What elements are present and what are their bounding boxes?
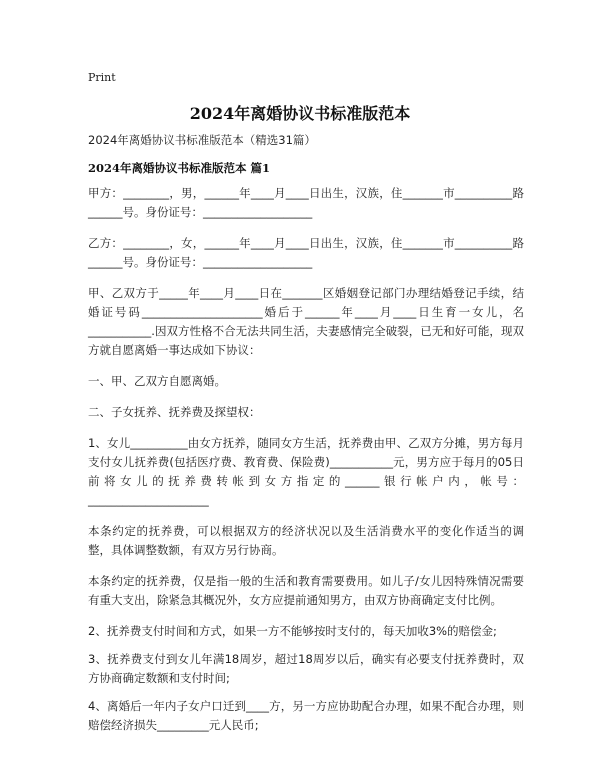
child-support-item-1: 1、女儿__________由女方抚养，随同女方生活，抚养费由甲、乙双方分摊，男方每月支付女儿抚养费(包括医疗费、教育费、保险费)___________元，男方应于每月的05日前将女儿的抚养费转帐到女方指定的______银行帐户内，帐号：_____________________ <box>88 436 524 507</box>
marriage-background-paragraph: 甲、乙双方于_____年____月____日在_______区婚姻登记部门办理结婚登记手续，结婚证号码_____________________婚后于______年____月____日生育一女儿，名___________.因双方性格不合无法共同生活，夫妻感情完全破裂，已无和好可能，现双方就自愿离婚一事达成如下协议： <box>88 286 524 357</box>
document-subtitle: 2024年离婚协议书标准版范本（精选31篇） <box>88 133 316 147</box>
support-adjustment-paragraph: 本条约定的抚养费，可以根据双方的经济状况以及生活消费水平的变化作适当的调整，具体调整数额，有双方另行协商。 <box>88 524 524 557</box>
party-b-paragraph: 乙方：________，女，______年____月____日出生，汉族，住_______市__________路______号。身份证号：___________________ <box>88 236 524 269</box>
print-link[interactable]: Print <box>88 71 116 84</box>
support-scope-paragraph: 本条约定的抚养费，仅是指一般的生活和教育需要费用。如儿子/女儿因特殊情况需要有重大支出，除紧急其概况外，女方应提前通知男方，由双方协商确定支付比例。 <box>88 574 524 607</box>
clause-one: 一、甲、乙双方自愿离婚。 <box>88 374 226 388</box>
child-support-item-3: 3、抚养费支付到女儿年满18周岁，超过18周岁以后，确实有必要支付抚养费时，双方协商确定数额和支付时间; <box>88 652 524 685</box>
document-body <box>88 184 524 744</box>
child-support-item-4: 4、离婚后一年内子女户口迁到____方，另一方应协助配合办理，如果不配合办理，则赔偿经济损失_________元人民币; <box>88 699 524 732</box>
clause-two: 二、子女抚养、抚养费及探望权： <box>88 405 261 419</box>
child-support-item-2: 2、抚养费支付时间和方式，如果一方不能够按时支付的，每天加收3%的赔偿金; <box>88 624 497 638</box>
party-a-paragraph: 甲方：________，男，______年____月____日出生，汉族，住_______市__________路______号。身份证号：___________________ <box>88 186 524 219</box>
document-title: 2024年离婚协议书标准版范本 <box>189 104 411 123</box>
section-heading: 2024年离婚协议书标准版范本 篇1 <box>88 161 271 175</box>
